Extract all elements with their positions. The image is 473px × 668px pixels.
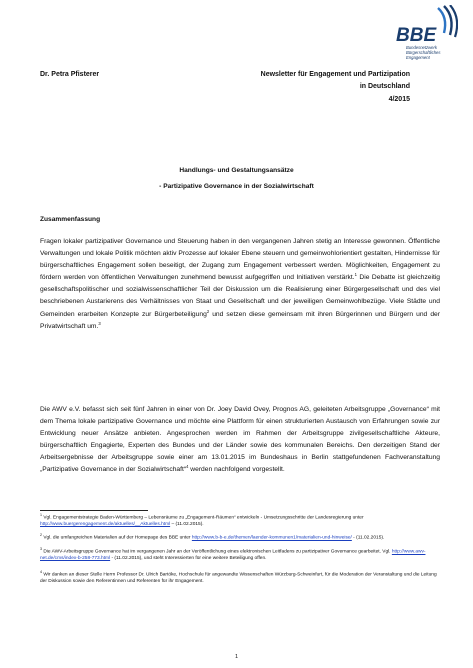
newsletter-title-line-2: in Deutschland (359, 83, 410, 90)
footnote-1-date: – (11.02.2015). (170, 522, 204, 528)
newsletter-issue: 4/2015 (388, 96, 410, 103)
footnote-1-number: 1 (40, 513, 42, 517)
section-heading: Zusammenfassung (40, 216, 101, 223)
footnote-1-link[interactable]: http://www.buergerengagement.de/aktuelles/__Aktuelles.html (40, 522, 171, 528)
bbe-logo (394, 5, 458, 63)
paragraph-2-text-a: Die AWV e.V. befasst sich seit fünf Jahren in einer von Dr. Joey David Ovey, Prognos AG, geleiteten Arbeitsgruppe „Governance“ mit dem Thema lokale partizipative Governance und möchte eine Plattform für einen strukturierten Austausch von Erfahrungen sowie zur Entwicklung neuer Ansätze anbieten. Angesprochen werden im Rahmen der Arbeitsgruppe zivilgesellschaftliche Akteure, bürgerschaftlich Engagierte, Experten des Bundes und der Länder sowie des kommunalen Bereichs. Den derzeitigen Stand der Arbeitsergebnisse der Arbeitsgruppe sowie einer am 13.01.2015 im Bundeshaus in Berlin stattgefundenen Fachveranstaltung „Partizipative Governance in der Sozialwirtschaft“ (40, 406, 440, 474)
footnote-2 (40, 535, 440, 542)
bbe-logo-mark (394, 5, 458, 45)
logo-sub-line-3: Engagement (406, 55, 430, 60)
footnote-3-date: - (11.02.2015), und steht Interessierten für eine weitere Beteiligung offen. (110, 556, 267, 562)
footnote-2-date: - (11.02.2015). (351, 535, 385, 541)
author-name: Dr. Petra Pfisterer (40, 71, 100, 78)
footnote-3-link[interactable]: http://www.awv-net.de/cms/index-b-258-773.html (40, 549, 426, 562)
footnote-4-text: Wir danken an dieser Stelle Herrn Professor Dr. Ulrich Bartöke, Hochschule für angewandte Wissenschaften Würzburg-Schweinfurt, für die Moderation der Veranstaltung und die Leitung der Diskussion sowie den Referentinnen und Referenten für ihr Engagement. (40, 572, 437, 585)
footnote-ref-1[interactable]: 1 (354, 272, 357, 278)
summary-paragraph-2 (40, 404, 440, 477)
paragraph-1-text-b: Die Debatte ist gleichzeitig gesellschaftspolitischer und sozialwissenschaftlicher Teil der Diskussion um die Realisierung einer Bürgergesellschaft und des viel beschriebenen Austarierens des Verhältnisses von Staat und Gesellschaft und der jeweiligen Gemeinwohlbezüge. Viele Städte und Gemeinden erarbeiten Konzepte zur Bürgerbeteiligung (40, 274, 441, 318)
footnote-2-number: 2 (40, 533, 42, 537)
paragraph-2-text-b: werden nachfolgend vorgestellt. (188, 466, 285, 474)
newsletter-title-line-1: Newsletter für Engagement und Partizipation (260, 71, 410, 78)
summary-paragraph-1 (40, 236, 440, 333)
footnote-ref-3[interactable]: 3 (98, 320, 101, 326)
footnote-ref-2[interactable]: 2 (206, 308, 210, 314)
footnote-separator (40, 510, 148, 511)
logo-sub-line-1: Bundesnetzwerk (406, 45, 437, 50)
footnote-ref-4[interactable]: 4 (186, 464, 189, 470)
footnote-1 (40, 515, 440, 529)
footnote-3 (40, 549, 440, 563)
paragraph-1-text-a: Fragen lokaler partizipativer Governance und Steuerung haben in den vergangenen Jahren stetig an Interesse gewonnen. Öffentliche Verwaltungen und lokale Politik möchten aktiv Prozesse auf lokaler Ebene steuern und gemeinwohlorientiert gestalten, Hindernisse für bürgerschaftliches Engagement sollen beseitigt, der Zugang zum Engagement verbessert werden. Möglichkeiten, Engagement zu fördern werden von öffentlichen Verwaltungen zunehmend bewusst aufgegriffen und Initiativen verstärkt. (40, 238, 440, 282)
footnote-4 (40, 572, 440, 586)
paragraph-1-text-c: und setzen diese gemeinsam mit ihren Bürgerinnen und Bürgern und der Privatwirtschaft um. (40, 310, 440, 330)
article-title-line-1: Handlungs- und Gestaltungsansätze (179, 167, 294, 174)
logo-sub-line-2: Bürgerschaftliches (406, 50, 441, 55)
footnote-3-number: 3 (40, 547, 42, 551)
footnote-3-text: Die AWV-Arbeitsgruppe Governance hat im vergangenen Jahr an der Veröffentlichung eines elektronischen Leitfadens zu partizipativer Governance gearbeitet. Vgl. (42, 549, 392, 555)
article-title-line-2: - Partizipative Governance in der Sozialwirtschaft (159, 183, 314, 190)
footnote-4-number: 4 (40, 570, 42, 574)
footnote-1-text: Vgl. Engagementstrategie Baden-Württemberg – Lebensräume zu „Engagement-Räumen“ entwickeln - Umsetzungsschritte der Landesregierung unter (42, 515, 364, 521)
footnote-2-text: Vgl. die umfangreichen Materialien auf der Homepage des BBE unter (42, 535, 192, 541)
logo-mark-text: BBE (396, 25, 437, 45)
footnote-2-link[interactable]: http://www.b-b-e.de/themen/laender-kommunen1/materialien-und-hinweise/ (191, 535, 352, 541)
page-number: 1 (234, 654, 239, 660)
logo-wave-1 (438, 8, 445, 33)
